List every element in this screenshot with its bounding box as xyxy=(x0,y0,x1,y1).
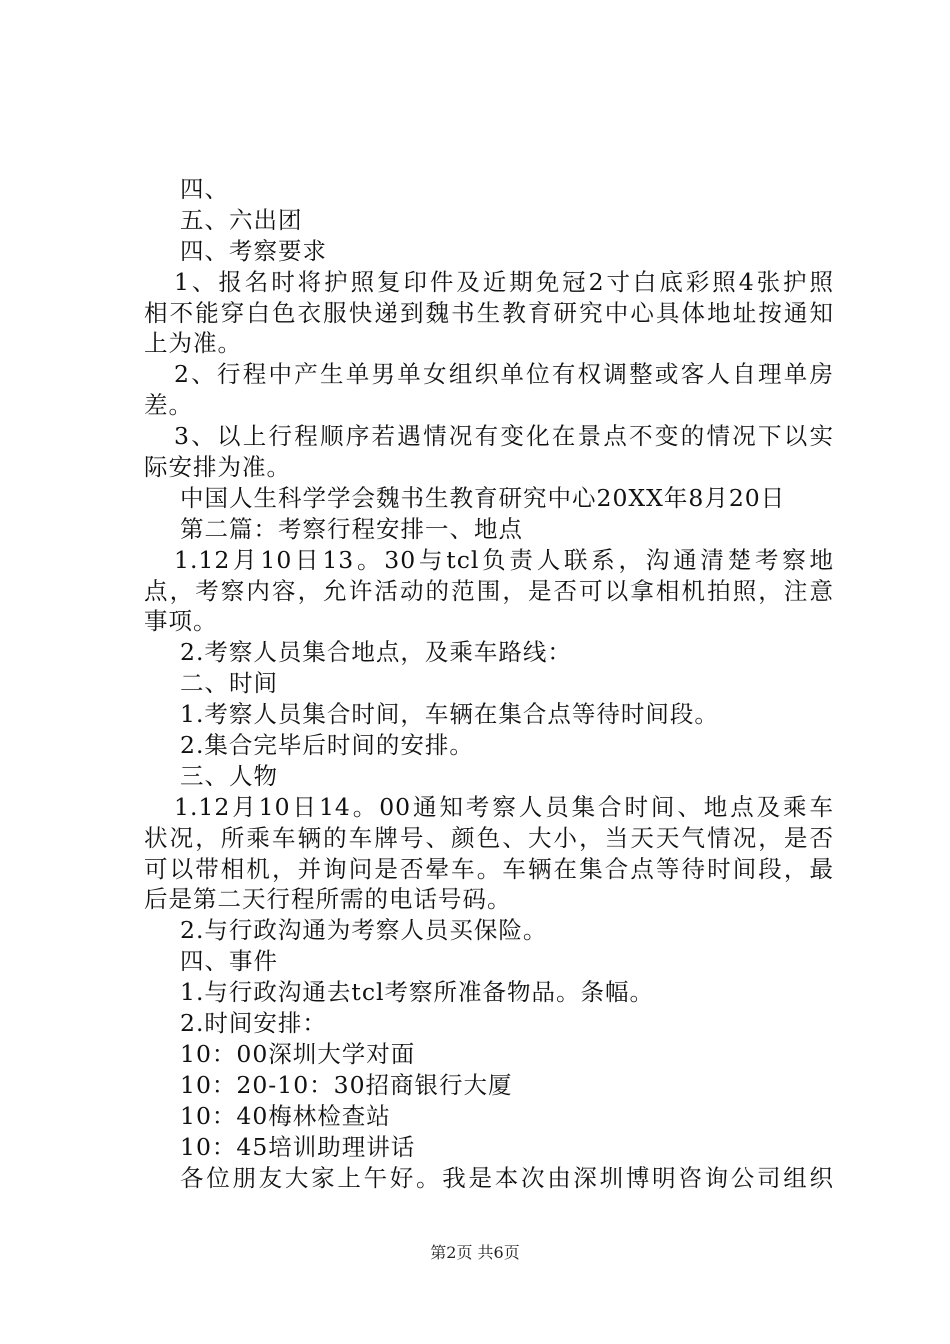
text-line: 1.12月10日13。30与tcl负责人联系，沟通清楚考察地 xyxy=(174,545,834,574)
text-line: 后是第二天行程所需的电话号码。 xyxy=(144,885,512,914)
text-line: 3、以上行程顺序若遇情况有变化在景点不变的情况下以实 xyxy=(174,422,834,451)
text-line: 10：00深圳大学对面 xyxy=(180,1039,416,1068)
text-line: 1、报名时将护照复印件及近期免冠2寸白底彩照4张护照 xyxy=(174,267,834,296)
text-line: 第二篇：考察行程安排一、地点 xyxy=(180,514,523,543)
text-line: 10：45培训助理讲话 xyxy=(180,1132,416,1161)
text-line: 2、行程中产生单男单女组织单位有权调整或客人自理单房 xyxy=(174,360,834,389)
text-line: 可以带相机，并询问是否晕车。车辆在集合点等待时间段，最 xyxy=(144,854,834,883)
text-line: 1.12月10日14。00通知考察人员集合时间、地点及乘车 xyxy=(174,792,834,821)
text-line: 相不能穿白色衣服快递到魏书生教育研究中心具体地址按通知 xyxy=(144,298,834,327)
text-line: 2.时间安排： xyxy=(180,1009,327,1038)
document-body xyxy=(144,174,834,1193)
text-line: 三、人物 xyxy=(180,761,278,790)
text-line: 1.与行政沟通去tcl考察所准备物品。条幅。 xyxy=(180,978,655,1007)
text-line: 2.与行政沟通为考察人员买保险。 xyxy=(180,916,548,945)
text-line: 10：20-10：30招商银行大厦 xyxy=(180,1070,513,1099)
text-line: 四、事件 xyxy=(180,947,278,976)
text-line: 2.集合完毕后时间的安排。 xyxy=(180,731,474,760)
text-line: 五、六出团 xyxy=(180,205,303,234)
page-footer xyxy=(0,1243,950,1263)
text-line: 10：40梅林检查站 xyxy=(180,1101,391,1130)
text-line: 事项。 xyxy=(144,607,218,636)
text-line: 差。 xyxy=(144,391,193,420)
text-line: 四、 xyxy=(180,175,229,203)
text-line: 1.考察人员集合时间，车辆在集合点等待时间段。 xyxy=(180,700,719,729)
text-line: 2.考察人员集合地点，及乘车路线： xyxy=(180,638,572,667)
text-line: 各位朋友大家上午好。我是本次由深圳博明咨询公司组织 xyxy=(180,1163,834,1192)
text-line: 中国人生科学学会魏书生教育研究中心20XX年8月20日 xyxy=(180,483,786,512)
text-line: 二、时间 xyxy=(180,669,278,698)
text-line: 上为准。 xyxy=(144,329,242,358)
text-line: 际安排为准。 xyxy=(144,453,291,482)
text-line: 状况，所乘车辆的车牌号、颜色、大小，当天天气情况，是否 xyxy=(144,823,834,852)
page-number-label: 第2页 共6页 xyxy=(430,1243,520,1262)
text-line: 点，考察内容，允许活动的范围，是否可以拿相机拍照，注意 xyxy=(144,576,834,605)
text-line: 四、考察要求 xyxy=(180,236,327,265)
